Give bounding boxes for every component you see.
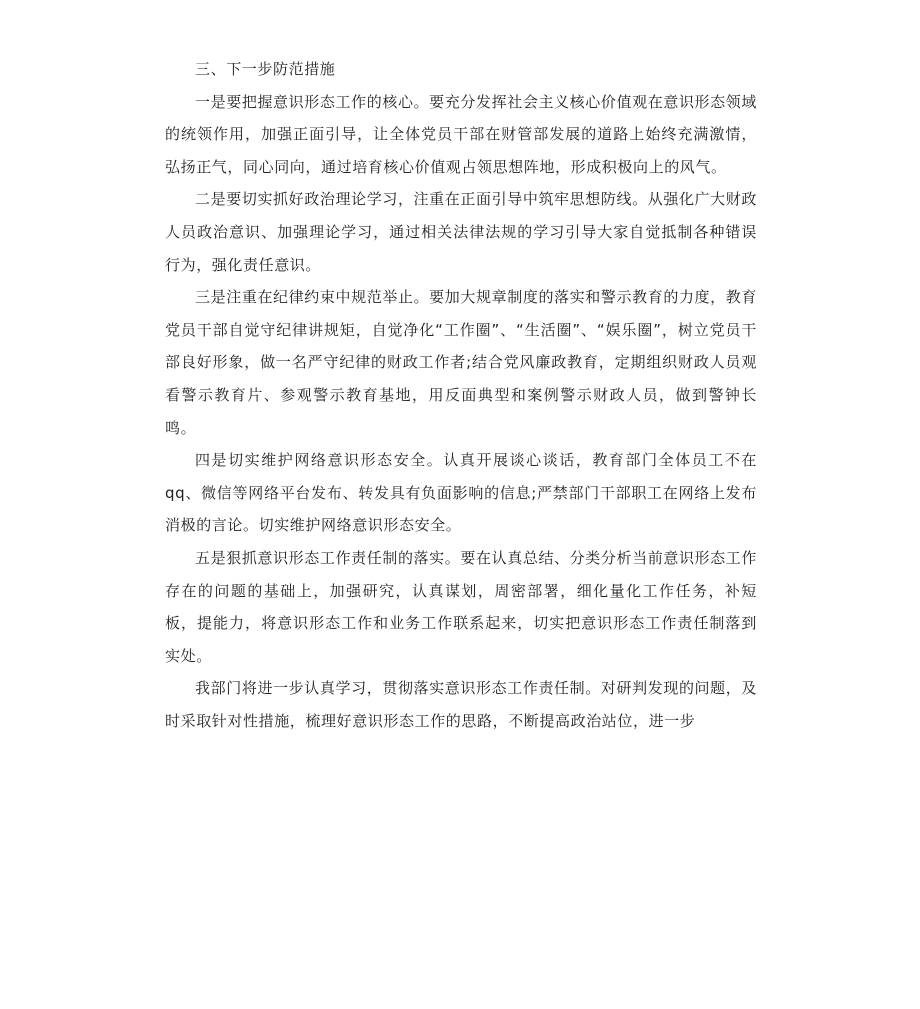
paragraph-5: 五是狠抓意识形态工作责任制的落实。要在认真总结、分类分析当前意识形态工作存在的问题的基础上，加强研究，认真谋划，周密部署，细化量化工作任务，补短板，提能力，将意识形态工作和业务工作联系起来，切实把意识形态工作责任制落到实处。 xyxy=(165,548,757,665)
paragraph-3: 三是注重在纪律约束中规范举止。要加大规章制度的落实和警示教育的力度，教育党员干部自觉守纪律讲规矩，自觉净化“工作圈”、“生活圈”、“娱乐圈”，树立党员干部良好形象，做一名严守纪律的财政工作者;结合党风廉政教育，定期组织财政人员观看警示教育片、参观警示教育基地，用反面典型和案例警示财政人员，做到警钟长鸣。 xyxy=(165,288,757,437)
paragraph-4: 四是切实维护网络意识形态安全。认真开展谈心谈话，教育部门全体员工不在qq、微信等网络平台发布、转发具有负面影响的信息;严禁部门干部职工在网络上发布消极的言论。切实维护网络意识形态安全。 xyxy=(165,451,757,535)
paragraph-1: 一是要把握意识形态工作的核心。要充分发挥社会主义核心价值观在意识形态领域的统领作用，加强正面引导，让全体党员干部在财管部发展的道路上始终充满激情，弘扬正气，同心同向，通过培育核心价值观占领思想阵地，形成积极向上的风气。 xyxy=(165,92,757,176)
paragraph-6: 我部门将进一步认真学习，贯彻落实意识形态工作责任制。对研判发现的问题，及时采取针对性措施，梳理好意识形态工作的思路，不断提高政治站位，进一步 xyxy=(165,679,757,730)
section-heading: 三、下一步防范措施 xyxy=(195,60,336,78)
document-body xyxy=(165,53,757,737)
paragraph-2: 二是要切实抓好政治理论学习，注重在正面引导中筑牢思想防线。从强化广大财政人员政治意识、加强理论学习，通过相关法律法规的学习引导大家自觉抵制各种错误行为，强化责任意识。 xyxy=(165,190,757,274)
